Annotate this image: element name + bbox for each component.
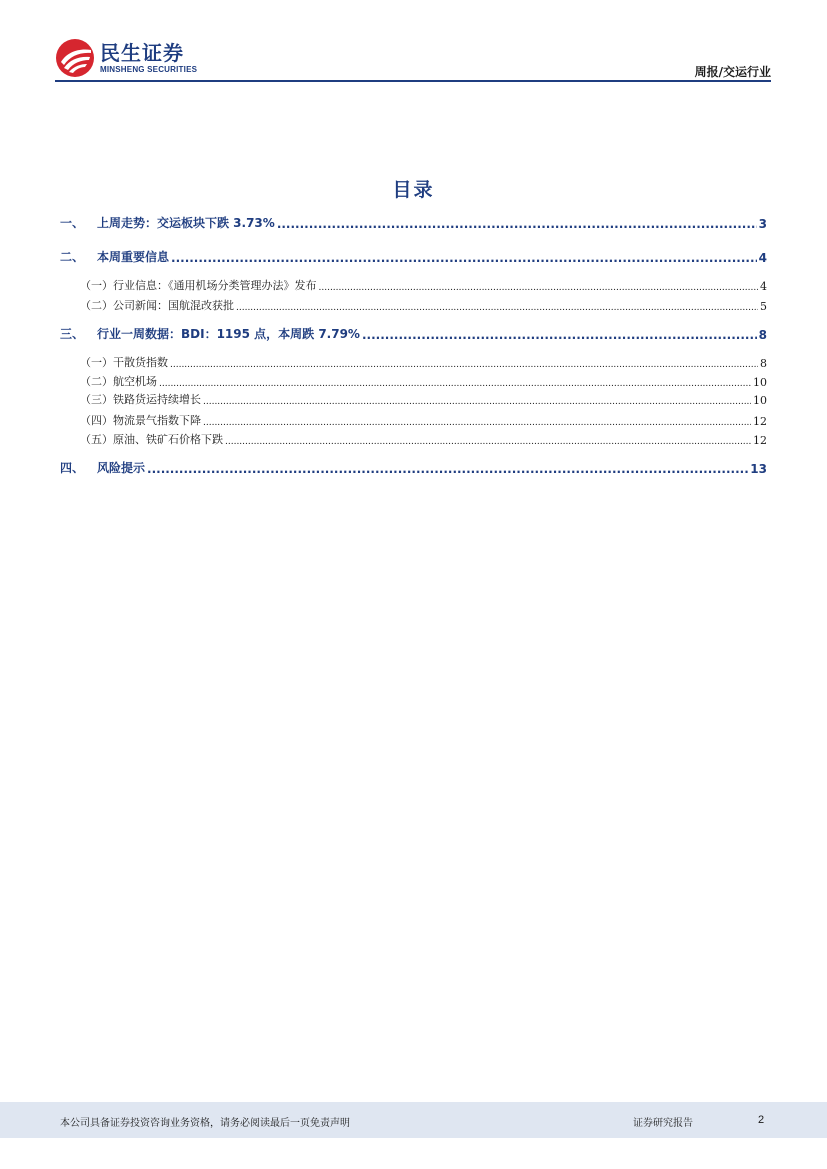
toc-entry-page: 8 [760, 357, 767, 370]
page-header [55, 36, 771, 84]
toc-entry-number: 一、 [60, 216, 85, 230]
toc-leader-dots [170, 356, 758, 370]
toc-entry-page: 4 [758, 251, 767, 265]
toc-leader-dots [319, 279, 759, 293]
toc-entry-label: （四）物流景气指数下降 [80, 414, 201, 427]
toc-entry[interactable] [60, 373, 767, 389]
page-footer [0, 1102, 827, 1138]
toc-entry[interactable] [60, 459, 767, 476]
toc-leader-dots [147, 462, 748, 476]
toc-entry-number: 四、 [60, 461, 85, 475]
company-logo [55, 38, 197, 78]
toc-entry-label: （二）航空机场 [80, 375, 157, 388]
toc-entry[interactable] [60, 277, 767, 293]
toc-entry[interactable] [60, 297, 767, 313]
toc-title: 目录 [392, 179, 435, 201]
toc-entry[interactable] [60, 325, 767, 342]
toc-entry-label: 风险提示 [97, 461, 146, 475]
footer-disclaimer: 本公司具备证券投资咨询业务资格，请务必阅读最后一页免责声明 [60, 1118, 350, 1129]
toc-entry-page: 5 [760, 300, 767, 313]
toc-entry[interactable] [60, 412, 767, 428]
toc-entry[interactable] [60, 214, 767, 231]
toc-entry-label: （一）干散货指数 [80, 356, 168, 369]
toc-leader-dots [225, 433, 751, 447]
minsheng-logo-icon [55, 38, 95, 78]
toc-entry-page: 3 [758, 217, 767, 231]
toc-entry-label: （一）行业信息：《通用机场分类管理办法》发布 [80, 279, 317, 292]
toc-entry[interactable] [60, 431, 767, 447]
toc-entry[interactable] [60, 354, 767, 370]
toc-entry-page: 4 [760, 280, 767, 293]
toc-leader-dots [362, 328, 757, 342]
header-divider [55, 80, 771, 82]
footer-page-number: 2 [758, 1114, 765, 1126]
logo-name-en: MINSHENG SECURITIES [100, 64, 198, 74]
toc-entry[interactable] [60, 248, 767, 265]
toc-entry-number: 二、 [60, 250, 85, 264]
toc-leader-dots [159, 375, 751, 389]
footer-doc-type: 证券研究报告 [633, 1118, 693, 1129]
toc-entry-page: 13 [750, 462, 767, 476]
toc-entry-number: 三、 [60, 327, 85, 341]
logo-name-cn: 民生证券 [100, 40, 184, 65]
toc-leader-dots [171, 251, 757, 265]
toc-entry-page: 12 [753, 415, 767, 428]
toc-entry-label: 上周走势：交运板块下跌 3.73% [97, 216, 275, 230]
toc-entry-page: 10 [753, 394, 767, 407]
toc-entry-label: （二）公司新闻：国航混改获批 [80, 299, 234, 312]
toc-entry-page: 8 [758, 328, 767, 342]
toc-leader-dots [203, 393, 751, 407]
toc-leader-dots [236, 299, 758, 313]
toc-entry-label: 本周重要信息 [97, 250, 170, 264]
toc-leader-dots [203, 414, 751, 428]
toc-entry-label: （五）原油、铁矿石价格下跌 [80, 433, 223, 446]
report-type: 周报/交运行业 [694, 65, 771, 79]
toc-entry-page: 12 [753, 434, 767, 447]
toc-entry-page: 10 [753, 376, 767, 389]
toc-entry-label: 行业一周数据：BDI：1195 点，本周跌 7.79% [97, 327, 360, 341]
toc-entry[interactable] [60, 391, 767, 407]
toc-entry-label: （三）铁路货运持续增长 [80, 393, 201, 406]
toc-leader-dots [277, 217, 757, 231]
